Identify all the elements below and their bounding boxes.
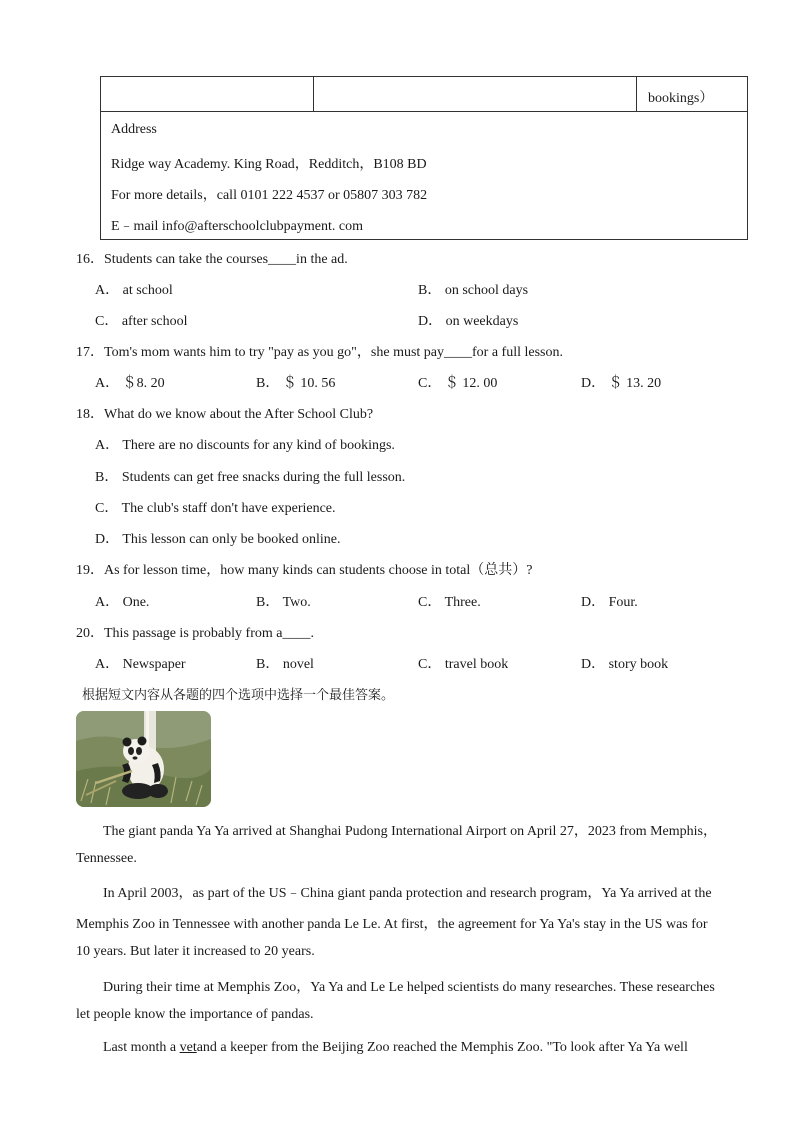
passage-line: Memphis Zoo in Tennessee with another panda Le Le. At first，the agreement for Ya Ya's stay in the US was for <box>76 917 708 932</box>
passage-line: let people know the importance of pandas. <box>76 1007 314 1022</box>
option-b[interactable]: B． Students can get free snacks during the full lesson. <box>95 470 406 485</box>
option-d[interactable]: D． This lesson can only be booked online. <box>95 532 341 547</box>
passage-line: During their time at Memphis Zoo，Ya Ya and Le Le helped scientists do many researches. These researches <box>103 980 715 995</box>
option-b[interactable]: B． Two. <box>256 595 311 610</box>
contact-email: E﹣mail info@afterschoolclubpayment. com <box>111 219 363 234</box>
option-c[interactable]: C． Three. <box>418 595 481 610</box>
option-b[interactable]: B． on school days <box>418 283 529 298</box>
question-stem: 16．Students can take the courses____in the ad. <box>76 252 348 267</box>
ad-table-row <box>101 77 747 112</box>
ad-table-cell-text: bookings） <box>648 91 714 106</box>
option-d[interactable]: D． story book <box>581 657 669 672</box>
question-stem: 19．As for lesson time，how many kinds can students choose in total（总共）? <box>76 563 533 578</box>
panda-photo <box>76 711 211 807</box>
option-d[interactable]: D． ＄ 13. 20 <box>581 376 662 391</box>
option-a[interactable]: A． ＄8. 20 <box>95 376 165 391</box>
option-c[interactable]: C． travel book <box>418 657 509 672</box>
option-c[interactable]: C． after school <box>95 314 188 329</box>
address-label: Address <box>111 122 157 137</box>
option-b[interactable]: B． novel <box>256 657 314 672</box>
address-text: Ridge way Academy. King Road，Redditch，B108 BD <box>111 157 427 172</box>
question-stem: 18．What do we know about the After School Club? <box>76 407 374 422</box>
passage-text: and a keeper from the Beijing Zoo reached the Memphis Zoo. "To look after Ya Ya well <box>196 1040 688 1055</box>
question-stem: 17．Tom's mom wants him to try "pay as you go"，she must pay____for a full lesson. <box>76 345 563 360</box>
contact-phone: For more details，call 0101 222 4537 or 05807 303 782 <box>111 188 428 203</box>
ad-table-cell <box>101 77 314 111</box>
question-stem: 20．This passage is probably from a____. <box>76 626 314 641</box>
option-a[interactable]: A． at school <box>95 283 173 298</box>
ad-table-cell <box>637 77 747 111</box>
passage-line: Tennessee. <box>76 851 137 866</box>
option-a[interactable]: A． Newspaper <box>95 657 186 672</box>
passage-line: In April 2003，as part of the US﹣China giant panda protection and research program，Ya Ya arrived at the <box>103 886 712 901</box>
option-b[interactable]: B． ＄ 10. 56 <box>256 376 336 391</box>
passage-line <box>103 1040 775 1056</box>
option-c[interactable]: C． ＄ 12. 00 <box>418 376 498 391</box>
passage-line: The giant panda Ya Ya arrived at Shanghai Pudong International Airport on April 27，2023 from Memphis， <box>103 824 717 839</box>
passage-text: Last month a <box>103 1040 180 1055</box>
underlined-word: vet <box>179 1040 197 1055</box>
option-d[interactable]: D． Four. <box>581 595 638 610</box>
option-d[interactable]: D． on weekdays <box>418 314 519 329</box>
option-a[interactable]: A． One. <box>95 595 150 610</box>
passage-line: 10 years. But later it increased to 20 years. <box>76 944 315 959</box>
ad-table <box>100 76 748 240</box>
ad-table-cell <box>314 77 637 111</box>
section-instruction: 根据短文内容从各题的四个选项中选择一个最佳答案。 <box>82 688 395 703</box>
option-c[interactable]: C． The club's staff don't have experience. <box>95 501 336 516</box>
option-a[interactable]: A． There are no discounts for any kind of bookings. <box>95 438 395 453</box>
